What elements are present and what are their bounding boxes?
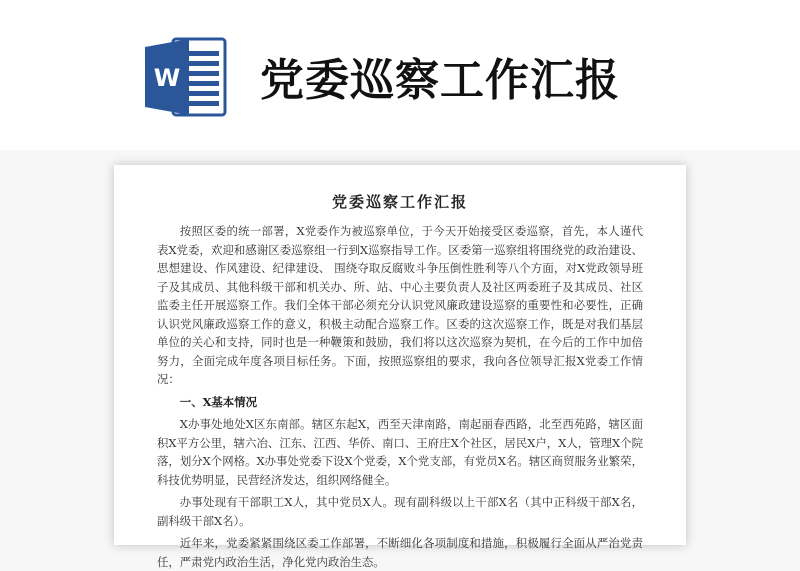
document-title: 党委巡察工作汇报: [331, 193, 468, 211]
section-heading: 一、X基本情况: [179, 394, 257, 409]
document-body: [157, 222, 643, 571]
banner-title: 党委巡察工作汇报: [260, 55, 620, 106]
word-icon-letter: W: [153, 64, 181, 92]
paragraph-staff: 办事处现有干部职工X人，其中党员X人。现有副科级以上干部X名（其中正科级干部X名，副科级干部X名）。: [157, 495, 643, 528]
intro-paragraph: 按照区委的统一部署，X党委作为被巡察单位，于今天开始接受区委巡察，首先，本人谨代表X党委，欢迎和感谢区委巡察组一行到X巡察指导工作。区委第一巡察组将围绕党的政治建设、思想建设、作风建设、纪律建设、 围绕夺取反腐败斗争压倒性胜利等八个方面，对X党政领导班子及其成员、其他科级干部和机关办、所、站、中心主要负责人及社区两委班子及其成员、社区监委主任开展巡察工作。我们全体干部必须充分认识党风廉政建设巡察的重要性和必要性，正确认识党风廉政巡察工作的意义，积极主动配合巡察工作。区委的这次巡察工作，既是对我们基层单位的关心和支持，同时也是一种鞭策和鼓励，我们将以这次巡察为契机，在今后的工作中加倍努力，全面完成年度各项目标任务。下面，按照巡察组的要求，我向各位领导汇报X党委工作情况：: [157, 224, 643, 386]
document-page: [114, 165, 686, 569]
paragraph-recent: 近年来，党委紧紧围绕区委工作部署，不断细化各项制度和措施，积极履行全面从严治党责任，严肃党内政治生活，净化党内政治生态。: [157, 536, 643, 569]
word-document-icon: [143, 35, 227, 119]
banner: [0, 0, 800, 150]
paragraph-basic-info: X办事处地处X区东南部。辖区东起X，西至天津南路，南起丽春西路，北至西苑路，辖区面积X平方公里，辖六冶、江东、江西、华侨、南口、王府庄X个社区，居民X户，X人，管理X个院落，划分X个网格。X办事处党委下设X个党委，X个党支部，有党员X名。辖区商贸服务业繁荣，科技优势明显，民营经济发达，组织网络健全。: [157, 417, 643, 487]
